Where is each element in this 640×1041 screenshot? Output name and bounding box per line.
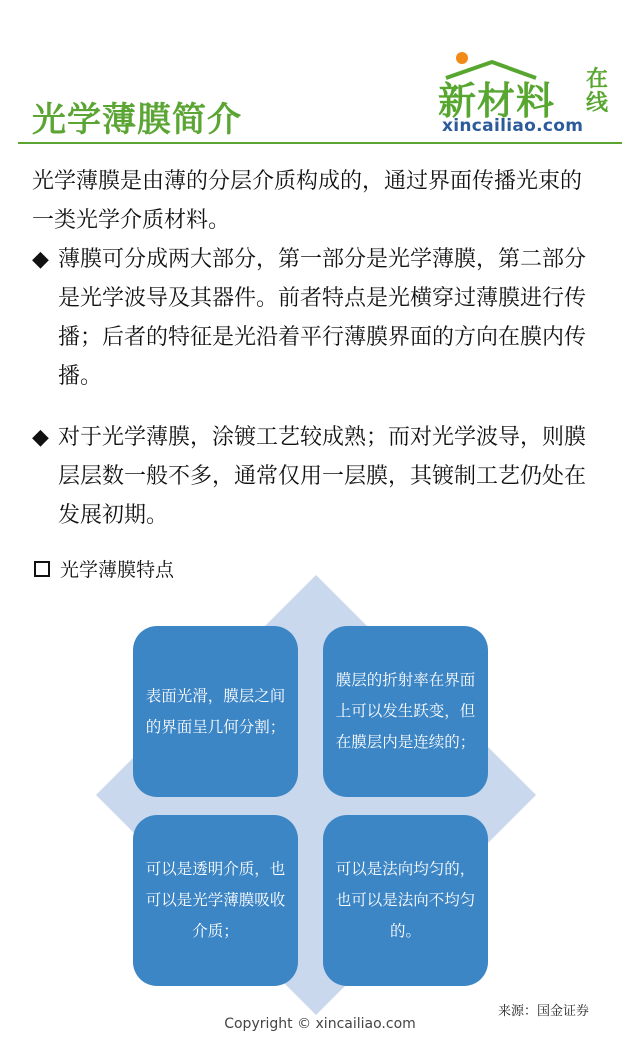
feature-card-text: 可以是法向均匀的，也可以是法向不均匀的。 <box>335 860 476 940</box>
feature-card-3 <box>133 815 298 986</box>
bullet-text-1: 薄膜可分成两大部分，第一部分是光学薄膜，第二部分是光学波导及其器件。前者特点是光横穿过薄膜进行传播；后者的特征是光沿着平行薄膜界面的方向在膜内传播。 <box>58 247 587 389</box>
square-bullet-icon <box>34 561 50 577</box>
feature-card-text: 表面光滑，膜层之间的界面呈几何分割； <box>145 686 286 736</box>
copyright-text: Copyright © xincailiao.com <box>224 1016 416 1032</box>
logo-text: 新材料 <box>438 79 556 123</box>
header-divider <box>18 142 622 144</box>
diamond-bullet-icon: ◆ <box>32 425 49 450</box>
bullet-item-1 <box>32 240 602 396</box>
feature-card-2 <box>323 626 488 797</box>
bullet-text-2: 对于光学薄膜，涂镀工艺较成熟；而对光学波导，则膜层层数一般不多，通常仅用一层膜，其镀制工艺仍处在发展初期。 <box>58 425 587 528</box>
diamond-bullet-icon: ◆ <box>32 247 49 272</box>
feature-card-text: 可以是透明介质，也可以是光学薄膜吸收介质； <box>145 860 286 940</box>
page-title: 光学薄膜简介 <box>32 100 242 140</box>
features-heading-text: 光学薄膜特点 <box>60 559 175 581</box>
source-credit: 来源：国金证券 <box>498 1004 590 1019</box>
logo-url: xincailiao.com <box>442 116 584 136</box>
feature-card-4 <box>323 815 488 986</box>
brand-logo[interactable] <box>432 48 622 138</box>
bullet-item-2 <box>32 418 602 535</box>
intro-paragraph: 光学薄膜是由薄的分层介质构成的，通过界面传播光束的一类光学介质材料。 <box>32 169 583 233</box>
logo-side-text: 在线 <box>585 67 608 116</box>
feature-card-1 <box>133 626 298 797</box>
feature-card-text: 膜层的折射率在界面上可以发生跃变，但在膜层内是连续的； <box>335 671 476 751</box>
